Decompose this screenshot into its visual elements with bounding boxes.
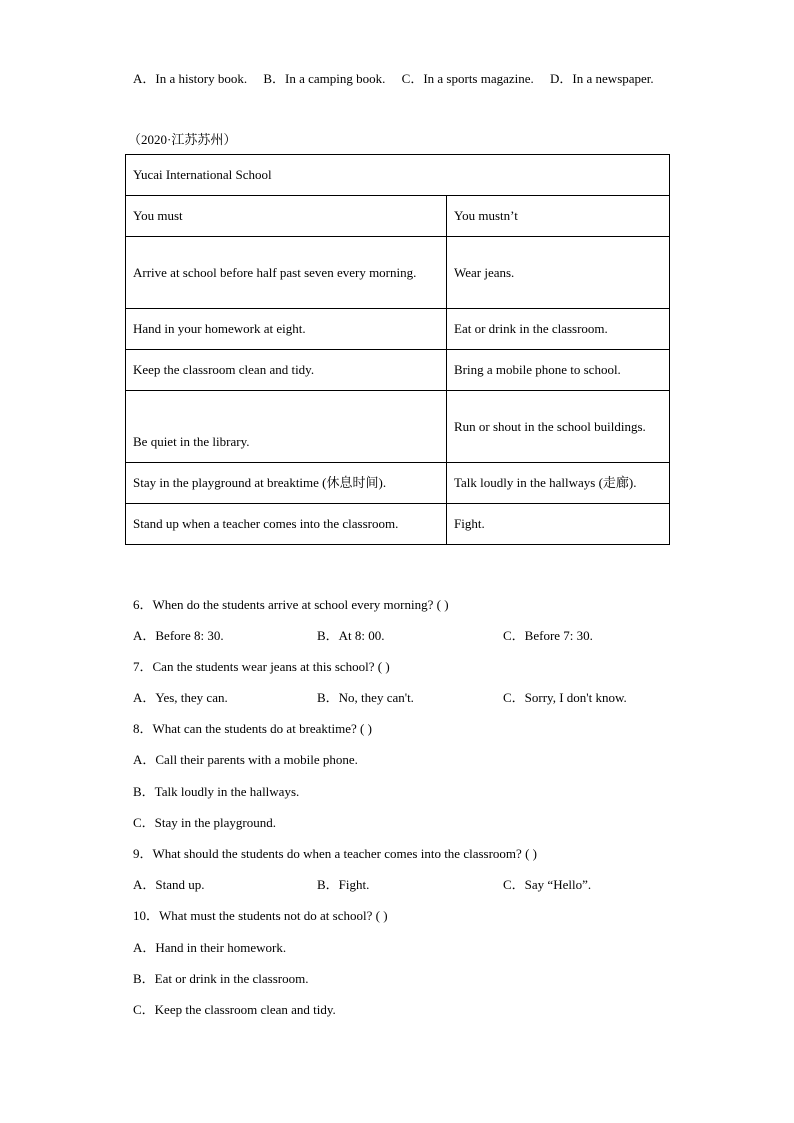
table-row	[126, 350, 670, 391]
question-9: 9．What should the students do when a teacher comes into the classroom? ( )	[133, 846, 537, 861]
must-cell: Be quiet in the library.	[126, 391, 447, 463]
q8-option-b: B．Talk loudly in the hallways.	[133, 784, 300, 799]
previous-question-options	[133, 68, 654, 87]
mustnt-cell: Talk loudly in the hallways (走廊).	[447, 463, 670, 504]
question-6: 6．When do the students arrive at school every morning? ( )	[133, 597, 449, 612]
table-row	[126, 309, 670, 350]
table-row	[126, 237, 670, 309]
table-header-row	[126, 196, 670, 237]
question-8: 8．What can the students do at breaktime? ( )	[133, 721, 372, 736]
must-cell: Stand up when a teacher comes into the classroom.	[126, 504, 447, 545]
mustnt-cell: Bring a mobile phone to school.	[447, 350, 670, 391]
table-title: Yucai International School	[126, 155, 670, 196]
option-b: B．In a camping book.	[263, 71, 386, 86]
q7-option-c: C．Sorry, I don't know.	[503, 690, 627, 705]
mustnt-cell: Fight.	[447, 504, 670, 545]
source-label: （2020·江苏苏州）	[128, 132, 237, 147]
q7-option-a: A．Yes, they can.	[133, 690, 228, 705]
must-cell: Arrive at school before half past seven every morning.	[126, 237, 447, 309]
q8-option-a: A．Call their parents with a mobile phone.	[133, 752, 358, 767]
must-cell: Keep the classroom clean and tidy.	[126, 350, 447, 391]
mustnt-cell: Run or shout in the school buildings.	[447, 391, 670, 463]
option-c: C．In a sports magazine.	[401, 71, 534, 86]
q6-option-b: B．At 8: 00.	[317, 628, 385, 643]
must-cell: Hand in your homework at eight.	[126, 309, 447, 350]
table-title-row	[126, 155, 670, 196]
table-row	[126, 391, 670, 463]
q8-option-c: C．Stay in the playground.	[133, 815, 276, 830]
q10-option-b: B．Eat or drink in the classroom.	[133, 971, 309, 986]
option-a: A．In a history book.	[133, 71, 248, 86]
q9-option-a: A．Stand up.	[133, 877, 205, 892]
q7-option-b: B．No, they can't.	[317, 690, 414, 705]
mustnt-cell: Eat or drink in the classroom.	[447, 309, 670, 350]
question-7: 7．Can the students wear jeans at this school? ( )	[133, 659, 390, 674]
header-mustnt: You mustn’t	[447, 196, 670, 237]
q9-option-c: C．Say “Hello”.	[503, 877, 592, 892]
q9-option-b: B．Fight.	[317, 877, 370, 892]
option-d: D．In a newspaper.	[550, 71, 654, 86]
question-10: 10．What must the students not do at school? ( )	[133, 908, 388, 923]
q10-option-c: C．Keep the classroom clean and tidy.	[133, 1002, 336, 1017]
header-must: You must	[126, 196, 447, 237]
must-cell: Stay in the playground at breaktime (休息时间).	[126, 463, 447, 504]
q6-option-c: C．Before 7: 30.	[503, 628, 593, 643]
table-row	[126, 463, 670, 504]
school-rules-table	[125, 154, 670, 545]
table-row	[126, 504, 670, 545]
q10-option-a: A．Hand in their homework.	[133, 940, 287, 955]
mustnt-cell: Wear jeans.	[447, 237, 670, 309]
q6-option-a: A．Before 8: 30.	[133, 628, 224, 643]
